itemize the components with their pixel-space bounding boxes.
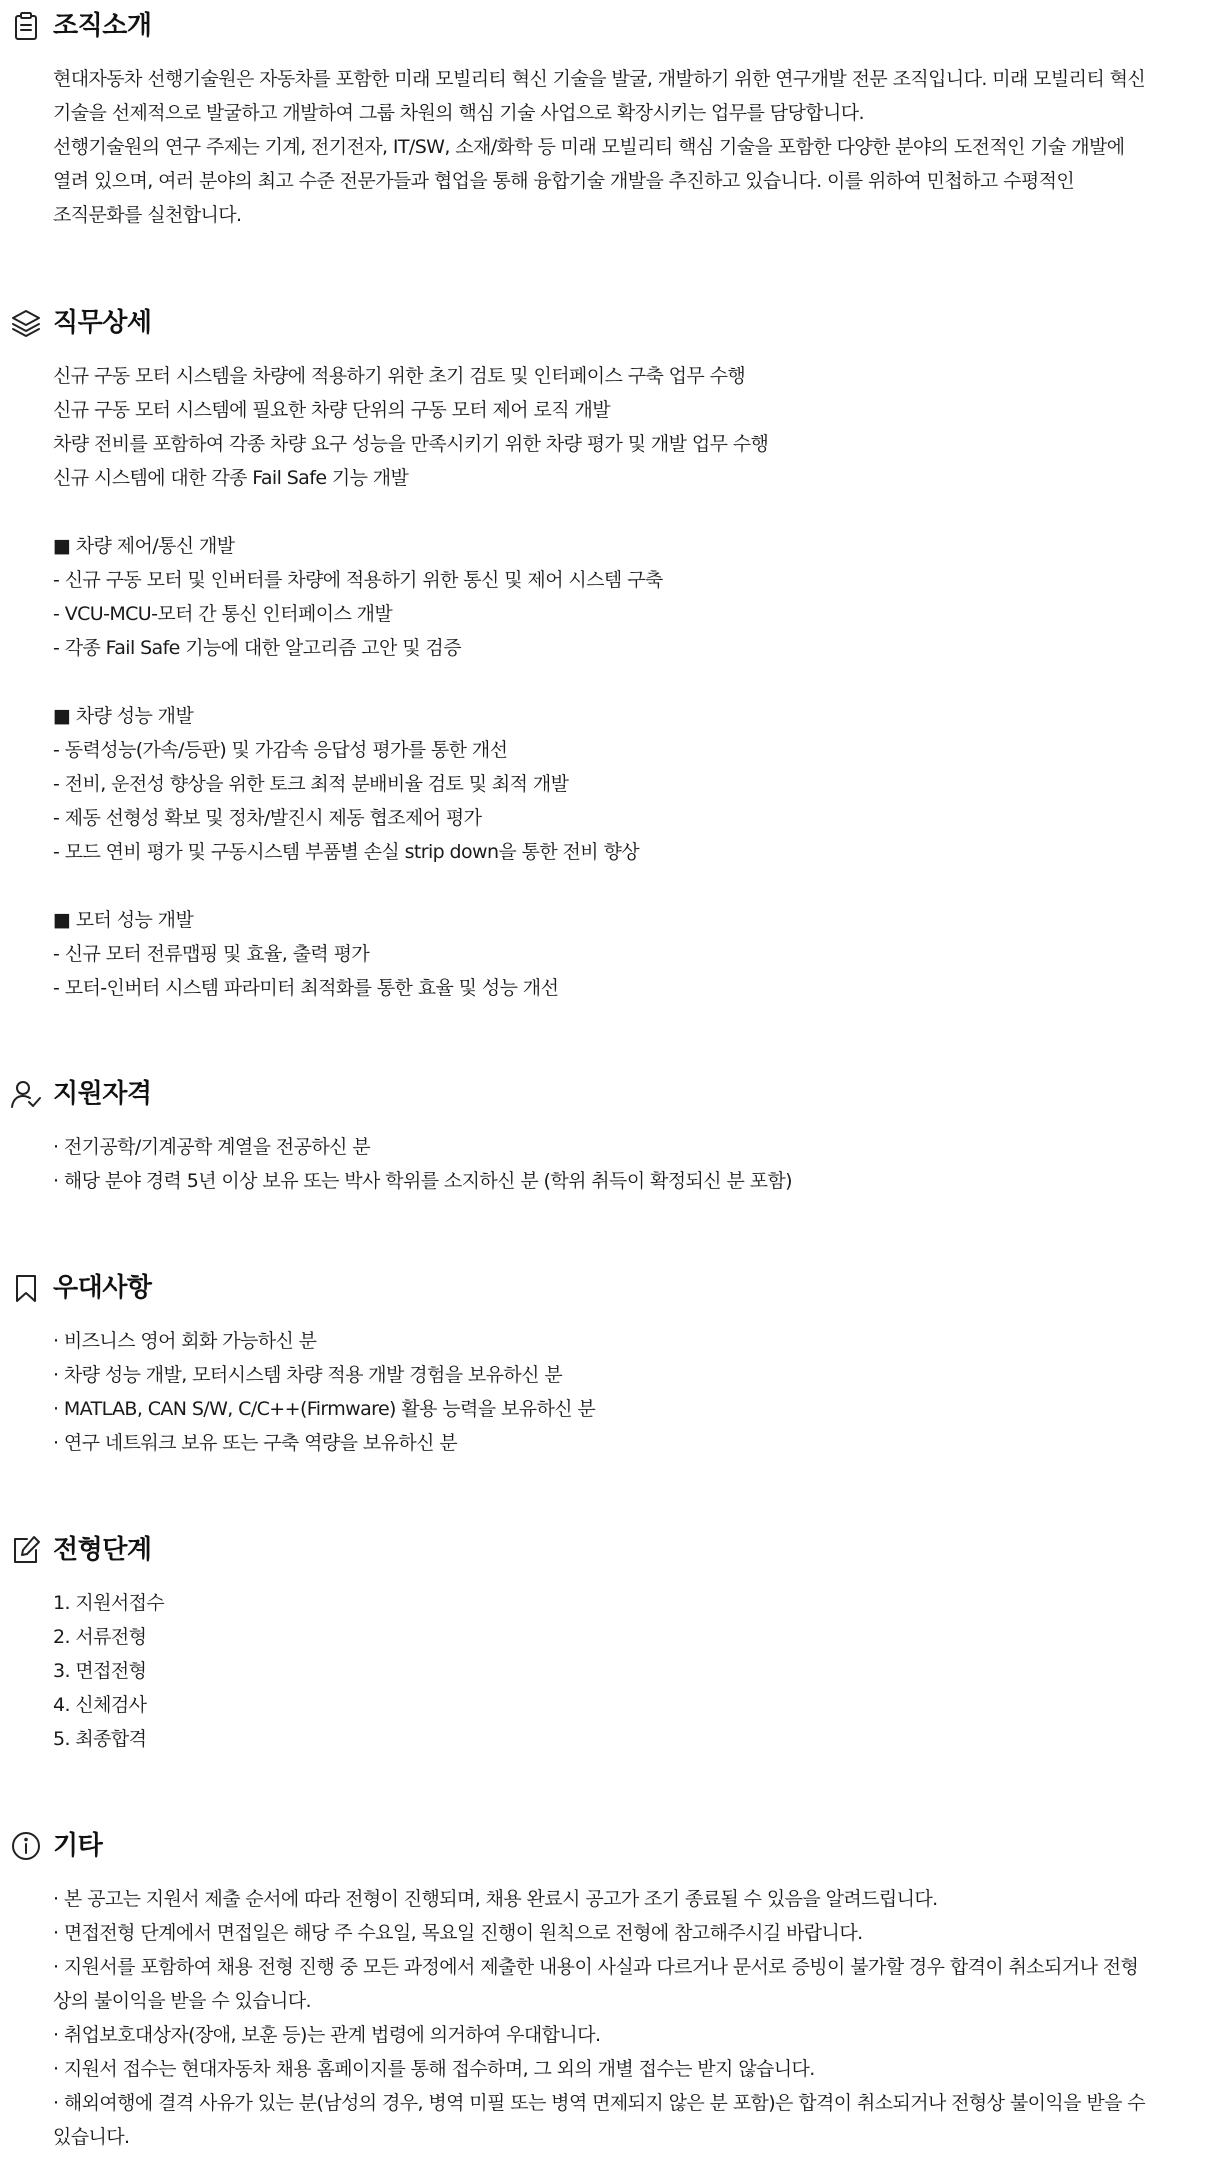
- step-item: 2. 서류전형: [53, 1626, 147, 1648]
- section-title: 전형단계: [53, 1535, 152, 1565]
- text-line: 차량 전비를 포함하여 각종 차량 요구 성능을 만족시키기 위한 차량 평가 및 개발 업무 수행: [53, 433, 769, 455]
- text-line: · 해당 분야 경력 5년 이상 보유 또는 박사 학위를 소지하신 분 (학위 취득이 확정되신 분 포함): [53, 1170, 792, 1192]
- section-qualifications: [0, 1074, 1206, 1192]
- step-item: 4. 신체검사: [53, 1694, 147, 1716]
- text-line: - 모드 연비 평가 및 구동시스템 부품별 손실 strip down을 통한 전비 향상: [53, 841, 639, 863]
- text-line: 기술을 선제적으로 발굴하고 개발하여 그룹 차원의 핵심 기술 사업으로 확장시키는 업무를 담당합니다.: [53, 102, 864, 124]
- bookmark-icon: [10, 1272, 42, 1304]
- text-line: - 동력성능(가속/등판) 및 가감속 응답성 평가를 통한 개선: [53, 739, 508, 761]
- text-line: · 비즈니스 영어 회화 가능하신 분: [53, 1330, 317, 1352]
- text-line: - 각종 Fail Safe 기능에 대한 알고리즘 고안 및 검증: [53, 637, 461, 659]
- text-line: 신규 시스템에 대한 각종 Fail Safe 기능 개발: [53, 467, 409, 489]
- layers-icon: [10, 307, 42, 339]
- text-line: - VCU-MCU-모터 간 통신 인터페이스 개발: [53, 603, 393, 625]
- text-line: - 신규 구동 모터 및 인버터를 차량에 적용하기 위한 통신 및 제어 시스템 구축: [53, 569, 663, 591]
- text-line: 있습니다.: [53, 2126, 130, 2148]
- blank-line: [53, 869, 1193, 903]
- section-title: 우대사항: [53, 1273, 152, 1303]
- text-line: 조직문화를 실천합니다.: [53, 204, 242, 226]
- step-item: 3. 면접전형: [53, 1660, 147, 1682]
- text-line: · 해외여행에 결격 사유가 있는 분(남성의 경우, 병역 미필 또는 병역 면제되지 않은 분 포함)은 합격이 취소되거나 전형상 불이익을 받을 수: [53, 2092, 1146, 2114]
- text-line: · 연구 네트워크 보유 또는 구축 역량을 보유하신 분: [53, 1432, 458, 1454]
- section-title: 조직소개: [53, 11, 152, 41]
- edit-icon: [10, 1534, 42, 1566]
- text-line: - 전비, 운전성 향상을 위한 토크 최적 분배비율 검토 및 최적 개발: [53, 773, 569, 795]
- subheading: ■ 차량 제어/통신 개발: [53, 535, 235, 557]
- info-icon: [10, 1830, 42, 1862]
- text-line: 신규 구동 모터 시스템을 차량에 적용하기 위한 초기 검토 및 인터페이스 구축 업무 수행: [53, 365, 746, 387]
- text-line: 열려 있으며, 여러 분야의 최고 수준 전문가들과 협업을 통해 융합기술 개발을 추진하고 있습니다. 이를 위하여 민첩하고 수평적인: [53, 170, 1075, 192]
- section-title: 직무상세: [53, 308, 152, 338]
- blank-line: [53, 665, 1193, 699]
- user-check-icon: [10, 1078, 42, 1110]
- section-hiring-steps: [0, 1530, 1206, 1750]
- clipboard-icon: [10, 10, 42, 42]
- section-etc: [0, 1826, 1206, 2148]
- step-item: 1. 지원서접수: [53, 1592, 165, 1614]
- text-line: 현대자동차 선행기술원은 자동차를 포함한 미래 모빌리티 혁신 기술을 발굴, 개발하기 위한 연구개발 전문 조직입니다. 미래 모빌리티 혁신: [53, 68, 1146, 90]
- text-line: · 지원서 접수는 현대자동차 채용 홈페이지를 통해 접수하며, 그 외의 개별 접수는 받지 않습니다.: [53, 2058, 815, 2080]
- text-line: 신규 구동 모터 시스템에 필요한 차량 단위의 구동 모터 제어 로직 개발: [53, 399, 610, 421]
- blank-line: [53, 495, 1193, 529]
- step-item: 5. 최종합격: [53, 1728, 147, 1750]
- section-preferences: [0, 1268, 1206, 1454]
- section-title: 기타: [53, 1831, 103, 1861]
- text-line: - 모터-인버터 시스템 파라미터 최적화를 통한 효율 및 성능 개선: [53, 977, 559, 999]
- subheading: ■ 모터 성능 개발: [53, 909, 194, 931]
- text-line: 상의 불이익을 받을 수 있습니다.: [53, 1990, 312, 2012]
- section-org-intro: [0, 6, 1206, 226]
- text-line: · 면접전형 단계에서 면접일은 해당 주 수요일, 목요일 진행이 원칙으로 전형에 참고해주시길 바랍니다.: [53, 1922, 863, 1944]
- text-line: · 본 공고는 지원서 제출 순서에 따라 전형이 진행되며, 채용 완료시 공고가 조기 종료될 수 있음을 알려드립니다.: [53, 1888, 938, 1910]
- section-title: 지원자격: [53, 1079, 152, 1109]
- subheading: ■ 차량 성능 개발: [53, 705, 194, 727]
- text-line: · 취업보호대상자(장애, 보훈 등)는 관계 법령에 의거하여 우대합니다.: [53, 2024, 601, 2046]
- text-line: - 신규 모터 전류맵핑 및 효율, 출력 평가: [53, 943, 370, 965]
- text-line: · 차량 성능 개발, 모터시스템 차량 적용 개발 경험을 보유하신 분: [53, 1364, 563, 1386]
- text-line: · 지원서를 포함하여 채용 전형 진행 중 모든 과정에서 제출한 내용이 사실과 다르거나 문서로 증빙이 불가할 경우 합격이 취소되거나 전형: [53, 1956, 1139, 1978]
- section-job-details: [0, 303, 1206, 999]
- text-line: - 제동 선형성 확보 및 정차/발진시 제동 협조제어 평가: [53, 807, 482, 829]
- text-line: · MATLAB, CAN S/W, C/C++(Firmware) 활용 능력을 보유하신 분: [53, 1398, 596, 1420]
- text-line: 선행기술원의 연구 주제는 기계, 전기전자, IT/SW, 소재/화학 등 미래 모빌리티 핵심 기술을 포함한 다양한 분야의 도전적인 기술 개발에: [53, 136, 1125, 158]
- text-line: · 전기공학/기계공학 계열을 전공하신 분: [53, 1136, 371, 1158]
